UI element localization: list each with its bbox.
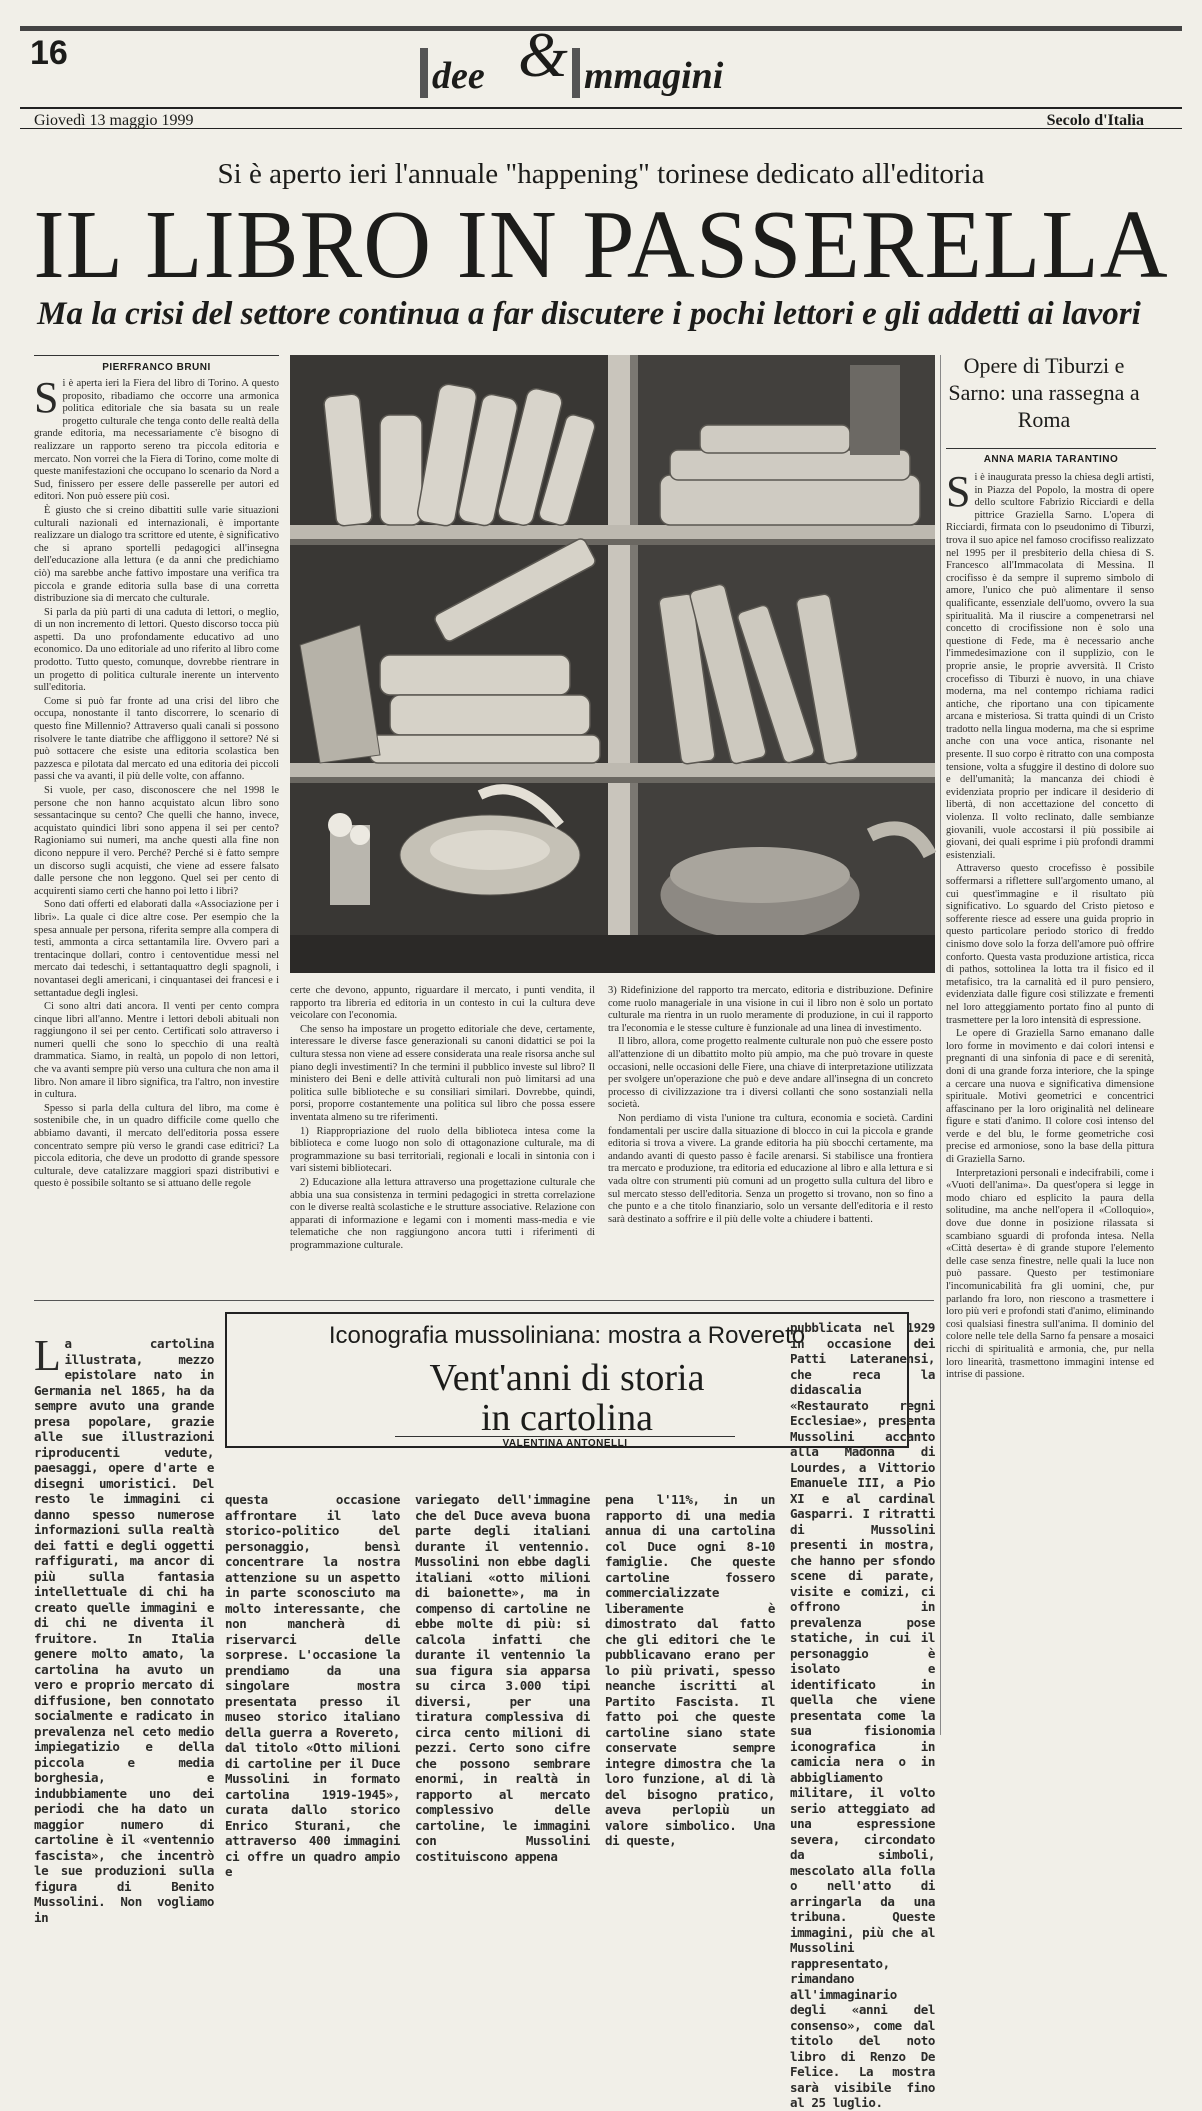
paragraph: 2) Educazione alla lettura attraverso una progettazione culturale che abbia una sua consistenza in termini pedagogici in stretta correlazione con le diverse realtà scolastiche e le strutture associative. Relazione con apparati di informazione e legami con i momenti mass-media e vie telematiche che non raggiungono ancora tutti i riferimenti di programmazione culturale. bbox=[290, 1176, 595, 1251]
box-column-2 bbox=[225, 1492, 400, 1879]
newspaper-name: Secolo d'Italia bbox=[1046, 112, 1144, 129]
main-byline: PIERFRANCO BRUNI bbox=[102, 362, 211, 373]
box-column-1 bbox=[34, 1331, 214, 1925]
paragraph: questa occasione affrontare il lato storico-politico del personaggio, bensì concentrare la nostra attenzione su un aspetto in parte sconosciuto ma molto interessante, che non mancherà di riservarci delle sorprese. L'occasione la prendiamo da una singolare mostra presentata presso il museo storico italiano della guerra a Rovereto, dal titolo «Otto milioni di cartoline per il Duce Mussolini in formato cartolina 1919-1945», curata dallo storico Enrico Sturani, che attraverso 400 immagini ci offre un quadro ampio e bbox=[225, 1492, 400, 1879]
paragraph: Interpretazioni personali e indecifrabili, come i «Vuoti dell'anima». Da quest'opera si legge in modo chiaro ed esplicito la paura della solitudine, ma anche nell'opera il «Colloquio», dove due donne in posizione rilassata si scambiano sguardi di profonda intesa. Nella «Città deserta» è di grande stupore l'elemento delle case senza finestre, nelle quali la luce non può passare. Questo per testimoniare l'incomunicabilità fra gli uomini, che, pur parlando fra loro, non riescono a trasmettere i loro più veri e profondi stati d'animo, eliminando così qualsiasi finestra sull'anima. Il dominio del colore nelle tele della Sarno fa pensare a mosaici ricchi di spiritualità e armonia, che, pur nella loro linearità, trasmettono immagini intense ed intrise di passione. bbox=[946, 1167, 1154, 1381]
main-column-3 bbox=[608, 985, 933, 1290]
paragraph: Le opere di Graziella Sarno emanano dalle loro forme in movimento e dai colori intensi e pregnanti di una sinfonia di pace e di serenità, doni di una grande forza interiore, che la spinge a cercare una nuova e significativa dimensione spirituale. Motivi geometrici e concentrici affascinano per la loro originalità nel delineare figure e stati d'animo. Il colore così intenso del verde e del blu, le forme geometriche così precise ed armoniose, sono la base della pittura di Graziella Sarno. bbox=[946, 1028, 1154, 1166]
paragraph: Ci sono altri dati ancora. Il venti per cento compra cinque libri all'anno. Mentre i lettori deboli abituali non raggiungono il sei per cento. Certificati solo attraverso i numeri quelli che sono lo specchio di una realtà drammatica. Siamo, in realtà, un popolo di non lettori, che va avanti sempre più verso una cultura che non ama il libro. Non amare il libro significa, tra l'altro, non investire in cultura. bbox=[34, 1001, 279, 1101]
main-column-2 bbox=[290, 985, 595, 1290]
issue-date: Giovedì 13 maggio 1999 bbox=[34, 112, 194, 129]
section-word-2: mmagini bbox=[584, 55, 724, 97]
bookshelf-illustration bbox=[290, 355, 935, 973]
bookshelf-photo bbox=[290, 355, 935, 973]
box-title-line-1: Vent'anni di storia bbox=[429, 1357, 705, 1399]
main-headline: IL LIBRO IN PASSERELLA bbox=[33, 190, 1169, 300]
paragraph: Attraverso questo crocefisso è possibile soffermarsi a riflettere sull'argomento umano, al cui quest'immagine e il risultato più significativo. Lo sguardo del Cristo pietoso e sofferente riesce ad essere una guida proprio in questo particolare periodo storico di freddo cinismo dove solo la forza dell'amore può offrire conforto. Questa vasta produzione artistica, ricca di pathos, sottolinea la lotta tra il fisico ed il metafisico, tra la carnalità ed il puro pensiero, evidenziata dalle figure così stilizzate e frementi nel loro atteggiamento portato fino al punto di trasmettere per la loro intensità di espressione. bbox=[946, 863, 1154, 1026]
paragraph: pena l'11%, in un rapporto di una media annua di una cartolina col Duce ogni 8-10 famiglie. Che queste cartoline fossero commercializzate liberamente è dimostrato dal fatto che gli editori che le pubblicavano erano per lo più privati, spesso neanche iscritti al Partito Fascista. Il fatto poi che queste cartoline siano state conservate sempre integre dimostra che la loro funzione, al di là del bisogno pratico, aveva perlopiù un valore simbolico. Una di queste, bbox=[605, 1492, 775, 1848]
paragraph: Sono dati offerti ed elaborati dalla «Associazione per i libri». La quale ci dice altre cose. Per esempio che la spesa annuale per persona, riferita sempre alla compera di testi, ammonta a circa settantamila lire. Ovvero pari a trentacinque dollari, contro i centoventidue messi nel mercato dai tedeschi, i settantaquattro degli spagnoli, i novantasei degli americani, i cinquantasei dei francesi e i settantadue degli inglesi. bbox=[34, 899, 279, 999]
box-column-4 bbox=[605, 1492, 775, 1848]
main-dropcap: S bbox=[34, 373, 59, 422]
paragraph: Come si può far fronte ad una crisi del libro che occupa, nonostante il tanto discorrere, lo scenario di questo fine Millennio? Attraverso quali canali si possono risolvere le tante diatribe che affliggono il settore? Né si può sottacere che esiste una editoria scolastica ben pazzesca e pilotata dal mercato ed una editoria dei piccoli passi che va avanti, il più delle volte, con affanno. bbox=[34, 695, 279, 783]
box-byline: VALENTINA ANTONELLI bbox=[502, 1438, 628, 1449]
box-kicker: Iconografia mussoliniana: mostra a Rovereto bbox=[328, 1322, 806, 1349]
paragraph: Spesso si parla della cultura del libro, ma come è sostenibile che, in un quadro difficile come quello che abbiamo davanti, il mercato dell'editoria possa essere concentrato sempre più verso le grandi case editrici? La piccola editoria, che deve un prodotto di grande spessore culturale, deve catalizzare maggiori spazi distributivi e questo è possibile soltanto se si attuano delle regole bbox=[34, 1102, 279, 1190]
box-column-5 bbox=[790, 1320, 935, 2110]
section-word-1: dee bbox=[432, 55, 485, 97]
paragraph: Che senso ha impostare un progetto editoriale che deve, certamente, interessare le diverse fasce generazionali su canoni didattici se poi la cultura stessa non viene ad essere considerata una reale risorsa anche sul piano degli investimenti? In che termini il pubblico investe sul libro? Il ministero dei Beni e delle attività culturali non può limitarsi ad una politica sulle biblioteche e su consiliari similari. Dovrebbe, quindi, porsi, proporre costantemente una politica sul libro che possa essere inventata almeno su tre riferimenti. bbox=[290, 1023, 595, 1123]
paragraph: Non perdiamo di vista l'unione tra cultura, economia e società. Cardini fondamentali per uscire dalla situazione di blocco in cui la piccola e grande editoria si trova a vivere. La grande editoria ha più sbocchi certamente, ma andando avanti di questo passo è facile arenarsi. Si stabilisce una frontiera tra mercato e produzione, tra editoria ed educazione al libro e alla lettura e si vada oltre con strumenti più comuni ad un progetto sulla cultura del libro e sul mercato stesso dell'editoria. Senza un progetto si trovano, non so fino a che punto e a che titolo finanziario, solo un versante dell'editoria e il resto sarà destinato a soffrire e il più delle volte a chiudere i battenti. bbox=[608, 1112, 933, 1225]
box-dropcap: L bbox=[34, 1331, 61, 1380]
paragraph: i è inaugurata presso la chiesa degli artisti, in Piazza del Popolo, la mostra di opere dello scultore Fabrizio Ricciardi e della pittrice Graziella Sarno. L'opera di Ricciardi, firmata con lo pseudonimo di Tiburzi, trova il suo apice nel famoso crocifisso realizzato nel 1995 per il presbiterio della chiesa di S. Francesco all'Immacolata di Messina. Il crocifisso è da sempre il supremo simbolo di amore, l'unico che può alimentare il senso qualificante, essenziale dell'uomo, ovvero la sua spiritualità. Ma il riuscire a compenetrarsi nel concetto di crocifissione non è solo una questione di Fede, ma è necessario anche l'immedesimazione con il supplizio, con le proprie ansie, le proprie avversità. Il Cristo crocefisso di Tiburzi è nuovo, in una chiave moderna, ma nel contempo richiama radici antiche, che riportano una con tipicamente arcana e misteriosa. Si tratta quindi di un Cristo tradotto nella lingua moderna, ma che si esprime anche con una voce antica, risonante nel presente. Il suo corpo è ritratto con una composta tensione, volta a sfuggire il destino di dolore suo e dell'umanità; la mancanza dei chiodi è evidenziata proprio per indicare il desiderio di libertà, di non accettazione del concetto di violenza. Il volto reclinato, dalle sembianze giovanili, vuole accostarsi il più possibile ai giovani, dei quali esprime i più profondi drammi esistenziali. bbox=[946, 472, 1154, 861]
side-column bbox=[946, 467, 1154, 1726]
main-kicker: Si è aperto ieri l'annuale "happening" torinese dedicato all'editoria bbox=[217, 158, 985, 190]
paragraph: pubblicata nel 1929 in occasione dei Patti Lateranensi, che reca la didascalia «Restaurato regni Ecclesiae», presenta Mussolini accanto alla Madonna di Lourdes, a Vittorio Emanuele III, a Pio XI e al cardinal Gasparri. I ritratti di Mussolini presenti in mostra, che hanno per sfondo scene di parate, visite e comizi, ci offrono in prevalenza pose statiche, in cui il personaggio è isolato e identificato in quella che viene presentata come la sua fisionomia iconografica in camicia nera o in abbigliamento militare, il volto serio atteggiato ad una espressione severa, circondato da simboli, mescolato alla folla o nell'atto di arringarla da una tribuna. Queste immagini, più che al Mussolini rappresentato, rimandano all'immaginario degli «anni del consenso», come dal titolo del noto libro di Renzo De Felice. La mostra sarà visibile fino al 25 luglio. bbox=[790, 1320, 935, 2110]
paragraph: Il libro, allora, come progetto realmente culturale non può che essere posto all'attenzione di un dibattito molto più ampio, ma che può trovare in queste occasioni, nelle occasioni delle Fiere, una chiave di interpretazione utilizzata per svolgere un'operazione che può e deve andare all'insegna di un concreto processo di civilizzazione tra i diversi collanti che sono sostanziali nella società. bbox=[608, 1036, 933, 1111]
paragraph: 3) Ridefinizione del rapporto tra mercato, editoria e distribuzione. Definire come ruolo manageriale in una visione in cui il libro non è solo un portato culturale ma rientra in un ruolo meramente di produzione, in cui il rapporto tra l'economia e le stesse culture è funzionale ad una linea di investimento. bbox=[608, 985, 933, 1034]
paragraph: 1) Riappropriazione del ruolo della biblioteca intesa come la biblioteca e come luogo non solo di ottagonazione culturale, ma di programmazione su basi territoriali, regionali e locali in sintonia con i vari sistemi bibliotecari. bbox=[290, 1125, 595, 1175]
paragraph: i è aperta ieri la Fiera del libro di Torino. A questo proposito, ribadiamo che occorre una armonica politica editoriale che sia basata su un reale progetto culturale che tenga conto delle realtà della grande editoria, ma necessariamente c'è bisogno di realizzare un rapporto sereno tra piccola editoria e mercato. Non vorrei che la Fiera di Torino, come molte di queste manifestazioni che occupano lo scenario da Nord a Sud, finissero per essere delle passerelle per autori ed editori. Non può essere più così. bbox=[34, 378, 279, 503]
paragraph: È giusto che si creino dibattiti sulle varie situazioni culturali nazionali ed internazionali, è importante realizzare un dialogo tra scrittore ed utente, è significativo che si aprano sportelli pedagogici all'insegna dell'educazione alla lettura (e da anni che predichiamo ciò) ma sarebbe anche fattivo impostare una verifica tra piccola e grande editoria sulla base di una corretta distribuzione sia di mercato che culturale. bbox=[34, 504, 279, 605]
main-deck: Ma la crisi del settore continua a far discutere i pochi lettori e gli addetti ai lavori bbox=[37, 296, 1141, 332]
side-byline: ANNA MARIA TARANTINO bbox=[983, 454, 1119, 465]
side-headline: Opere di Tiburzi e Sarno: una rassegna a Roma bbox=[948, 353, 1140, 432]
paragraph: certe che devono, appunto, riguardare il mercato, i punti vendita, il rapporto tra libreria ed editoria in un contesto in cui la cultura deve veicolare con l'economia. bbox=[290, 985, 595, 1022]
box-title-line-2: in cartolina bbox=[481, 1397, 653, 1439]
section-title bbox=[420, 19, 800, 110]
paragraph: Si vuole, per caso, disconoscere che nel 1998 le persone che non hanno acquistato alcun libro sono sessantacinque su cento? Che quelli che hanno, invece, acquistato quindici libri sono appena il sei per cento? Ragioniamo sui numeri, ma anche questi alla fine non dicono neppure il vero. Perché? Perché si è fatto sempre un discorso sugli acquisti, che viene ad essere falsato dalle persone che non leggono. Quel sei per cento di acquirenti siamo certi che hanno poi letto i libri? bbox=[34, 785, 279, 897]
main-column-1 bbox=[34, 373, 279, 1293]
page-number: 16 bbox=[30, 34, 68, 72]
paragraph: Si parla da più parti di una caduta di lettori, o meglio, di un non incremento di lettori. Questo discorso tocca più aspetti. Da uno profondamente educativo ad uno economico. Da uno editoriale ad uno riferito al libro come prodotto. Tutto questo, comunque, dovrebbe rientrare in un progetto di politica culturale inerente un intervento sull'editoria. bbox=[34, 606, 279, 694]
side-dropcap: S bbox=[946, 467, 971, 516]
paragraph: a cartolina illustrata, mezzo epistolare nato in Germania nel 1865, ha da sempre avuto una grande presa popolare, grazie alle sue illustrazioni riproducenti vedute, paesaggi, opere d'arte e disegni umoristici. Del resto le immagini ci danno spesso numerose informazioni sulla realtà dei fatti e degli oggetti raffigurati, ma ancor di più sulla fantasia intellettuale di chi ha creato quelle immagini e di chi ne diventa il fruitore. In Italia genere molto amato, la cartolina ha avuto un vero e proprio mercato di diffusione, ben connotato socialmente e radicato in prevalenza nel ceto medio impiegatizio e della piccola e media borghesia, e indubbiamente uno dei periodi che ha dato un maggior numero di cartoline è il «ventennio fascista», che incentrò le sue produzioni sulla figura di Benito Mussolini. Non vogliamo in bbox=[34, 1336, 214, 1925]
section-ampersand: & bbox=[518, 19, 568, 90]
paragraph: variegato dell'immagine che del Duce aveva buona parte degli italiani durante il ventennio. Mussolini non ebbe dagli italiani «otto milioni di baionette», ma in compenso di cartoline ne ebbe molte di più: si calcola infatti che durante il ventennio la sua figura sia apparsa su circa 3.000 tipi diversi, per una tiratura complessiva di circa cento milioni di pezzi. Certo sono cifre che possono sembrare enormi, in realtà in rapporto al mercato complessivo delle cartoline, le immagini con Mussolini costituiscono appena bbox=[415, 1492, 590, 1864]
box-column-3 bbox=[415, 1492, 590, 1864]
